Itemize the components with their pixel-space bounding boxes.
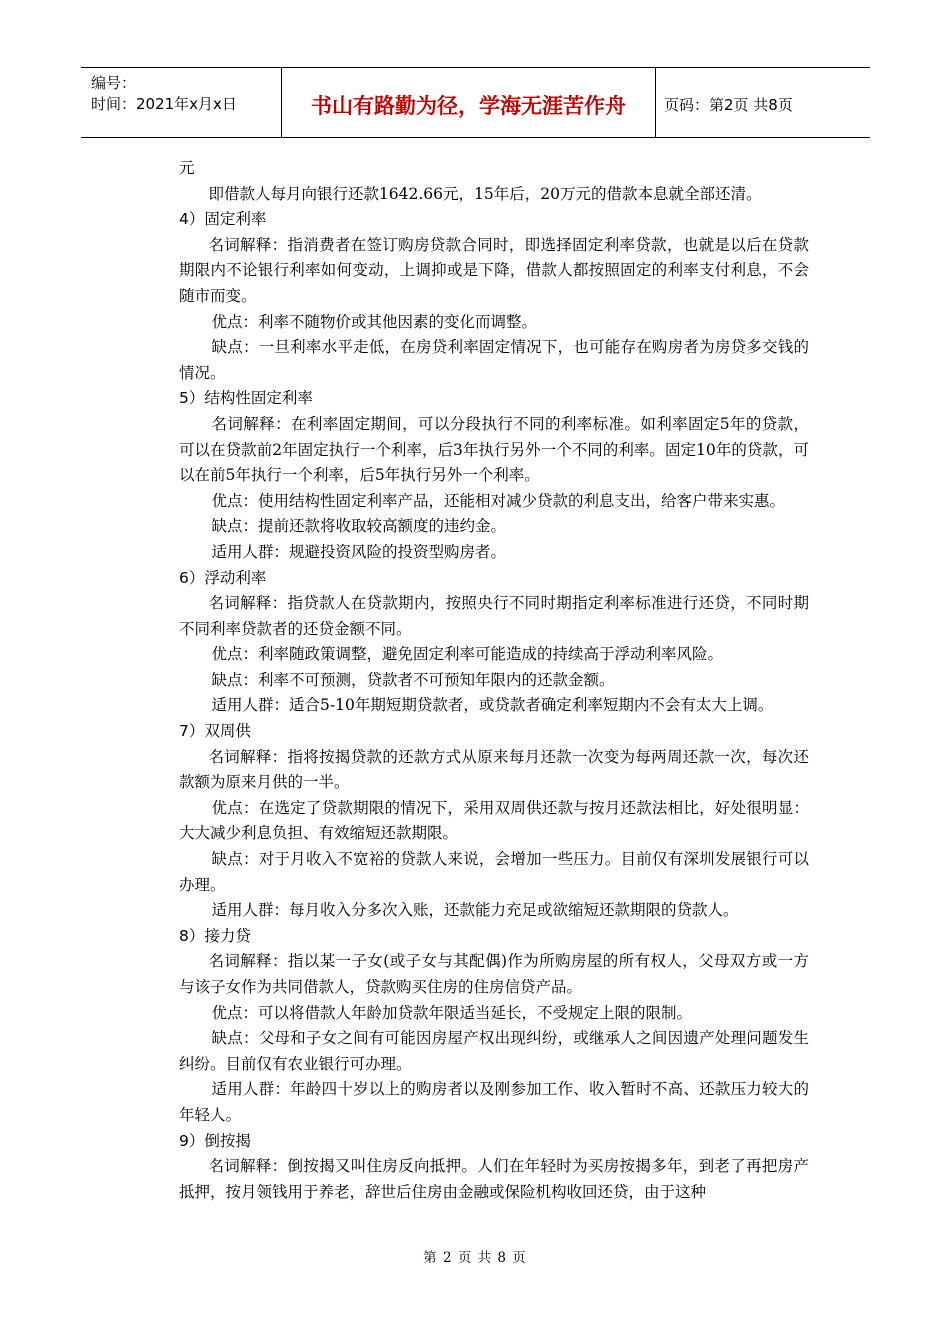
section-heading: 9）倒按揭	[179, 1131, 251, 1150]
body-paragraph: 名词解释：指贷款人在贷款期内，按照央行不同时期指定利率标准进行还贷，不同时期不同利率贷款者的还贷金额不同。	[179, 594, 809, 638]
body-paragraph: 缺点：利率不可预测，贷款者不可预知年限内的还款金额。	[211, 670, 615, 689]
body-paragraph: 名词解释：倒按揭又叫住房反向抵押。人们在年轻时为买房按揭多年，到老了再把房产抵押，按月领钱用于养老，辞世后住房由金融或保险机构收回还贷，由于这种	[179, 1157, 809, 1201]
body-paragraph: 适用人群：每月收入分多次入账，还款能力充足或欲缩短还款期限的贷款人。	[211, 901, 739, 920]
body-paragraph: 缺点：对于月收入不宽裕的贷款人来说，会增加一些压力。目前仅有深圳发展银行可以办理。	[179, 850, 809, 894]
body-paragraph: 名词解释：指将按揭贷款的还款方式从原来每月还款一次变为每两周还款一次，每次还款额为原来月供的一半。	[179, 747, 809, 792]
body-paragraph: 优点：可以将借款人年龄加贷款年限适当延长，不受规定上限的限制。	[211, 1003, 693, 1022]
document-body	[179, 156, 809, 1205]
body-paragraph: 缺点：提前还款将收取较高额度的违约金。	[211, 517, 507, 536]
document-date-label: 时间：2021年x月x日	[91, 95, 237, 113]
body-paragraph: 名词解释：在利率固定期间，可以分段执行不同的利率标准。如利率固定5年的贷款，可以在贷款前2年固定执行一个利率，后3年执行另外一个不同的利率。固定10年的贷款，可以在前5年执行一个利率，后5年执行另外一个利率。	[179, 414, 809, 485]
body-paragraph: 缺点：父母和子女之间有可能因房屋产权出现纠纷，或继承人之间因遗产处理问题发生纠纷。目前仅有农业银行可办理。	[179, 1029, 809, 1073]
header-left-cell	[81, 68, 282, 137]
section-heading: 4）固定利率	[179, 210, 267, 229]
section-heading: 8）接力贷	[179, 926, 251, 945]
section-heading: 7）双周供	[179, 722, 251, 741]
body-paragraph: 适用人群：规避投资风险的投资型购房者。	[211, 542, 507, 561]
body-paragraph: 适用人群：适合5-10年期短期贷款者，或贷款者确定利率短期内不会有太大上调。	[211, 696, 774, 715]
body-paragraph: 优点：在选定了贷款期限的情况下，采用双周供还款与按月还款法相比，好处很明显：大大减少利息负担、有效缩短还款期限。	[179, 798, 809, 843]
body-paragraph: 元	[179, 159, 195, 177]
page-header	[81, 67, 870, 138]
header-motto: 书山有路勤为径，学海无涯苦作舟	[282, 68, 656, 137]
body-paragraph: 缺点：一旦利率水平走低，在房贷利率固定情况下，也可能存在购房者为房贷多交钱的情况。	[179, 338, 809, 382]
body-paragraph: 名词解释：指消费者在签订购房贷款合同时，即选择固定利率贷款，也就是以后在贷款期限内不论银行利率如何变动，上调抑或是下降，借款人都按照固定的利率支付利息，不会随市而变。	[179, 235, 809, 305]
body-paragraph: 即借款人每月向银行还款1642.66元，15年后，20万元的借款本息就全部还清。	[208, 184, 762, 203]
section-heading: 5）结构性固定利率	[179, 389, 313, 408]
body-paragraph: 优点：利率随政策调整，避免固定利率可能造成的持续高于浮动利率风险。	[211, 645, 724, 664]
document-number-label: 编号：	[91, 74, 137, 92]
page-footer: 第 2 页 共 8 页	[423, 1250, 527, 1266]
body-paragraph: 适用人群：年龄四十岁以上的购房者以及刚参加工作、收入暂时不高、还款压力较大的年轻人。	[179, 1080, 809, 1124]
section-heading: 6）浮动利率	[179, 568, 267, 587]
body-paragraph: 优点：利率不随物价或其他因素的变化而调整。	[211, 312, 538, 331]
header-page-info: 页码：第2页 共8页	[664, 96, 793, 114]
body-paragraph: 优点：使用结构性固定利率产品，还能相对减少贷款的利息支出，给客户带来实惠。	[211, 491, 786, 510]
body-paragraph: 名词解释：指以某一子女(或子女与其配偶)作为所购房屋的所有权人，父母双方或一方与该子女作为共同借款人，贷款购买住房的住房信贷产品。	[179, 952, 809, 996]
